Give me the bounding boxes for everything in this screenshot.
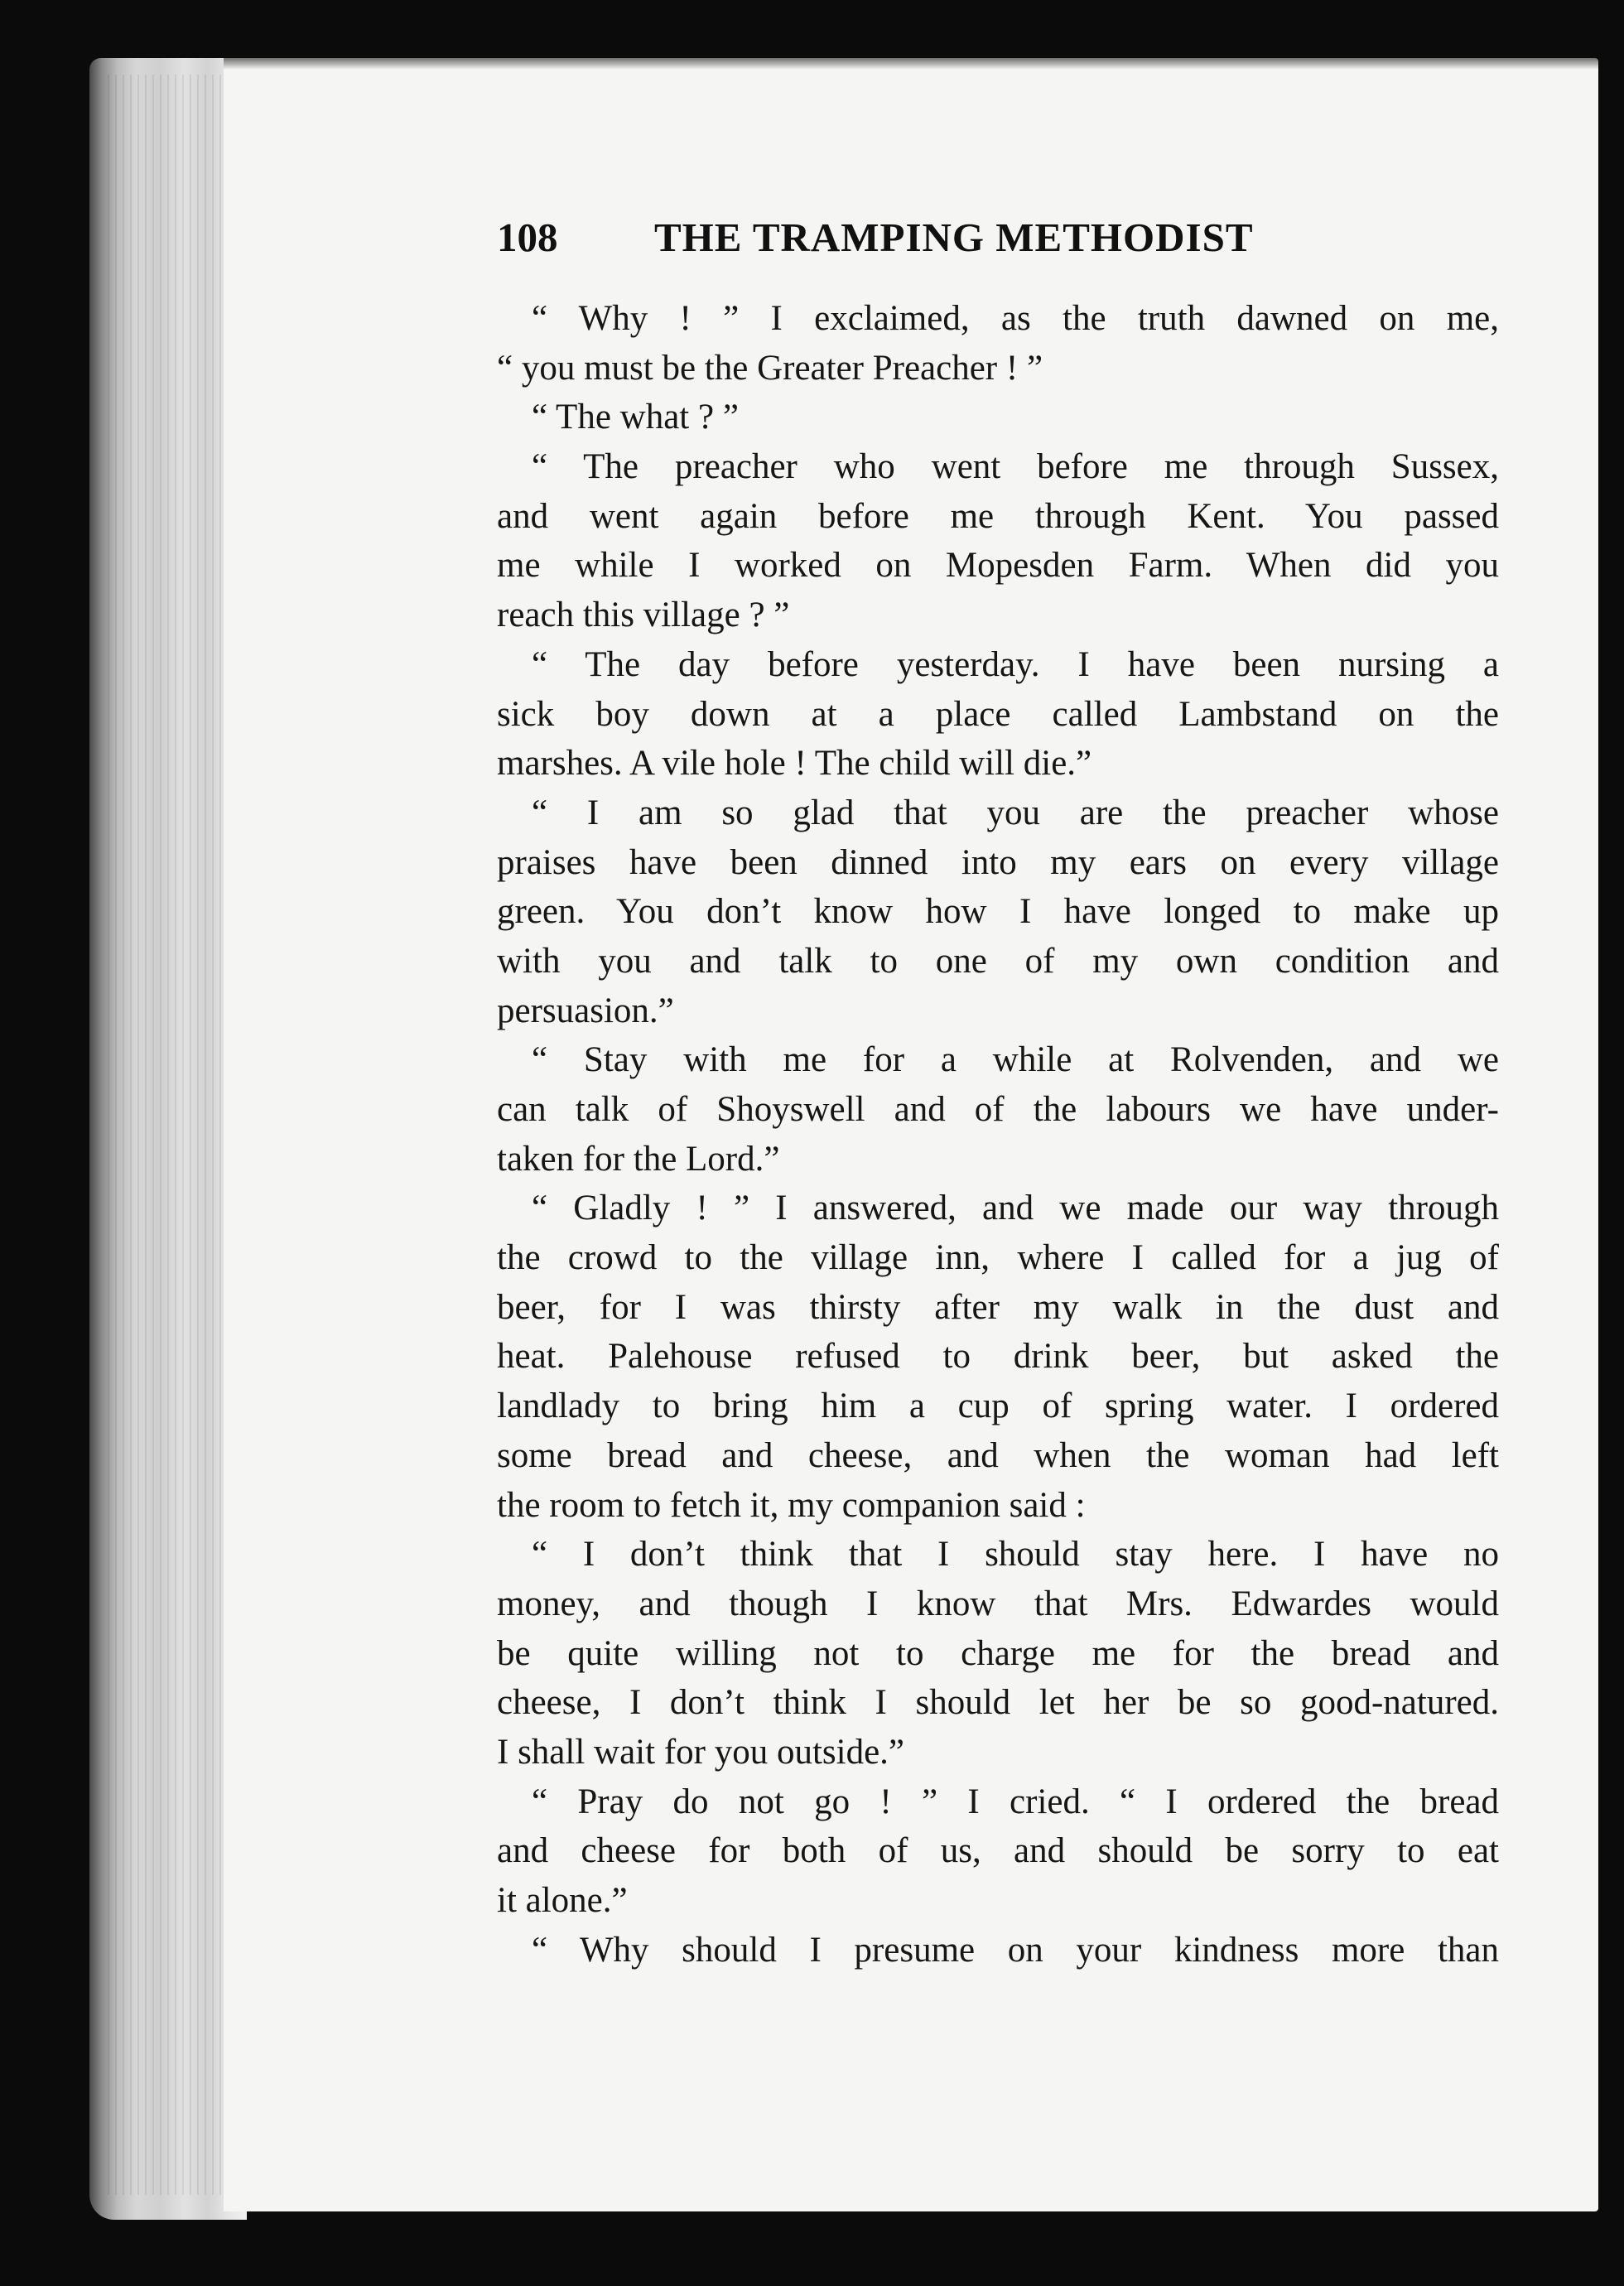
- text-line: “ Why ! ” I exclaimed, as the truth dawned on me,: [532, 299, 1499, 338]
- text-line: the crowd to the village inn, where I called for a jug of: [497, 1238, 1499, 1278]
- text-line: “ you must be the Greater Preacher ! ”: [497, 348, 1043, 388]
- text-line: and went again before me through Kent. You passed: [497, 496, 1499, 536]
- text-line: and cheese for both of us, and should be sorry to eat: [497, 1831, 1499, 1871]
- text-line: cheese, I don’t think I should let her be so good-natured.: [497, 1683, 1499, 1723]
- page-number: 108: [497, 215, 558, 260]
- text-line: “ Why should I presume on your kindness more than: [532, 1930, 1499, 1970]
- text-line: green. You don’t know how I have longed to make up: [497, 892, 1499, 932]
- text-line: “ I am so glad that you are the preacher whose: [532, 793, 1499, 832]
- text-line: taken for the Lord.”: [497, 1139, 780, 1179]
- text-line: with you and talk to one of my own condition and: [497, 941, 1499, 981]
- text-line: “ I don’t think that I should stay here. I have no: [532, 1535, 1499, 1575]
- page-header: [497, 214, 1325, 272]
- text-line: the room to fetch it, my companion said :: [497, 1485, 1086, 1525]
- text-line: be quite willing not to charge me for the bread and: [497, 1633, 1499, 1673]
- text-line: praises have been dinned into my ears on every village: [497, 842, 1499, 882]
- page-top-shadow: [224, 58, 1598, 70]
- text-line: “ Stay with me for a while at Rolvenden, and we: [532, 1040, 1499, 1080]
- text-line: “ The what ? ”: [532, 398, 739, 437]
- text-line: “ Pray do not go ! ” I cried. “ I ordered the bread: [532, 1782, 1499, 1821]
- text-line: heat. Palehouse refused to drink beer, but asked the: [497, 1337, 1499, 1377]
- text-line: “ The day before yesterday. I have been nursing a: [532, 644, 1499, 684]
- text-line: money, and though I know that Mrs. Edwardes would: [497, 1584, 1499, 1623]
- text-line: beer, for I was thirsty after my walk in the dust and: [497, 1287, 1499, 1327]
- text-line: some bread and cheese, and when the woman had left: [497, 1435, 1499, 1475]
- text-line: landlady to bring him a cup of spring water. I ordered: [497, 1387, 1499, 1426]
- text-line: it alone.”: [497, 1881, 628, 1920]
- text-line: reach this village ? ”: [497, 596, 790, 635]
- page-edge-lines: [108, 75, 232, 2195]
- body-text: [497, 294, 1499, 1975]
- running-head: THE TRAMPING METHODIST: [654, 215, 1254, 260]
- text-line: marshes. A vile hole ! The child will die.”: [497, 744, 1092, 784]
- text-line: sick boy down at a place called Lambstand on the: [497, 694, 1499, 734]
- text-line: can talk of Shoyswell and of the labours we have under-: [497, 1090, 1499, 1129]
- text-line: me while I worked on Mopesden Farm. When did you: [497, 546, 1499, 586]
- text-line: persuasion.”: [497, 991, 674, 1030]
- text-line: “ Gladly ! ” I answered, and we made our way through: [532, 1189, 1499, 1228]
- text-line: “ The preacher who went before me through Sussex,: [532, 447, 1499, 487]
- text-line: I shall wait for you outside.”: [497, 1732, 905, 1772]
